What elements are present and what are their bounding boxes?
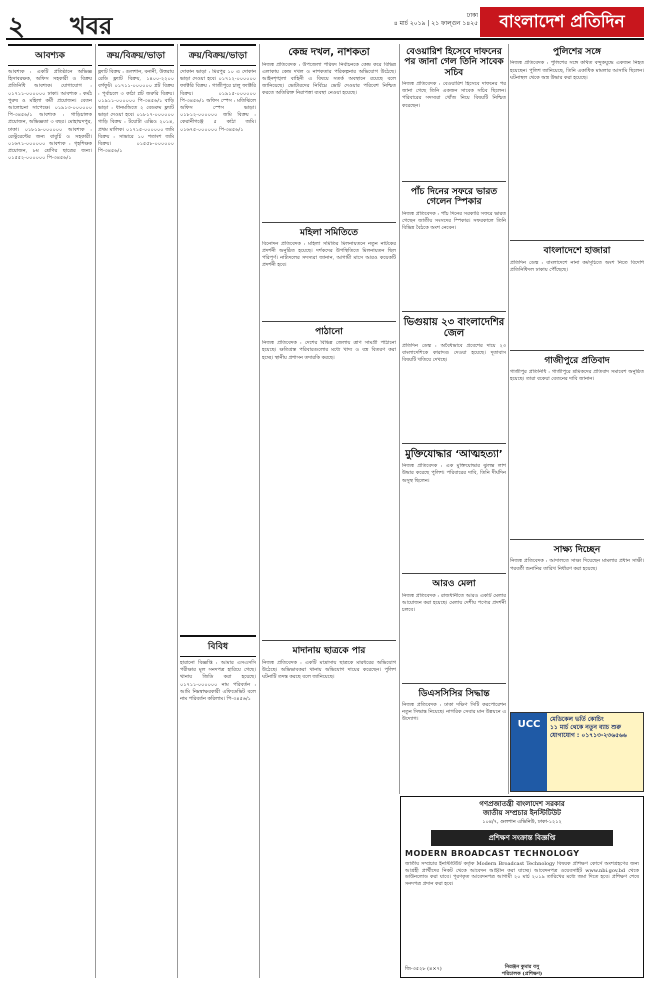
column-divider: [177, 44, 178, 978]
story-body: নিজস্ব প্রতিবেদক : বেওয়ারিশ হিসেবে দাফনের পর জানা গেছে তিনি একজন সাবেক সচিব ছিলেন। পরিবারের সদস্যরা খোঁজ নিয়ে বিষয়টি নিশ্চিত করেছেন।: [402, 81, 506, 109]
classified-column-sale: [98, 44, 174, 978]
story-headline: ডিএসসিসির সিদ্ধান্ত: [418, 688, 490, 699]
story-body: নিজস্ব প্রতিবেদক : উপজেলা পরিষদ নির্বাচনকে কেন্দ্র করে বিভিন্ন এলাকায় কেন্দ্র দখল ও নাশকতার পরিকল্পনার অভিযোগ উঠেছে। আইনশৃঙ্খলা বাহিনী এ বিষয়ে সতর্ক অবস্থানে রয়েছে বলে জানিয়েছে। ভোটারদের নির্বিঘ্নে ভোট দেওয়ার পরিবেশ নিশ্চিত করতে অতিরিক্ত নিরাপত্তা ব্যবস্থা নেওয়া হয়েছে।: [262, 61, 396, 97]
ucc-logo: UCC: [511, 713, 547, 791]
story-headline: বাংলাদেশে হাজারা: [543, 246, 611, 257]
column-heading: ক্রয়/বিক্রয়/ভাড়া: [180, 44, 256, 66]
notice-signatory: নিরঞ্জন কুমার বসু: [504, 964, 540, 970]
coaching-advertisement: [510, 712, 644, 792]
classified-column-rent: [180, 44, 256, 978]
classified-column-wanted: [8, 44, 92, 978]
date-label: ঢাকা: [466, 12, 478, 19]
column-divider: [95, 44, 96, 978]
ad-line: যোগাযোগ : ০১৭১৩-২৩৬৫৬৬: [550, 732, 627, 739]
page-number: ২: [8, 12, 27, 42]
story-body: নিজস্ব প্রতিবেদক : আদালতে সাক্ষ্য দিয়েছেন মামলার প্রধান সাক্ষী। পরবর্তী শুনানির তারিখ নির্ধারণ করা হয়েছে।: [510, 558, 644, 572]
story-headline: পাঁচ দিনের সফরে ভারত গেলেন স্পিকার: [410, 187, 498, 208]
story-body: নিজস্ব প্রতিবেদক : দেশের বিভিন্ন জেলায় ত্রাণ সামগ্রী পাঠানো হয়েছে। ক্ষতিগ্রস্ত পরিবারগুলোর মধ্যে খাদ্য ও বস্ত্র বিতরণ করা হচ্ছে। স্থানীয় প্রশাসন তদারকি করছে।: [262, 340, 396, 361]
notice-address: ১০৪/৭, গুলশান এভিনিউ, ঢাকা-১২১২: [482, 819, 562, 825]
story-body: বিনোদন প্রতিবেদক : মহিলা সমিতির মিলনায়তনে নতুন নাটকের প্রদর্শনী অনুষ্ঠিত হয়েছে। দর্শকদের উপস্থিতিতে মিলনায়তন ছিল পরিপূর্ণ। নাট্যদলের সদস্যরা জানান, আগামী মাসে আরও কয়েকটি প্রদর্শনী হবে।: [262, 240, 396, 269]
story-headline: গাজীপুরে প্রতিবাদ: [544, 355, 610, 366]
story-body: নিজস্ব প্রতিবেদক : রাজধানীতে আরও একটি মেলার আয়োজন করা হয়েছে। মেলায় দেশীয় পণ্যের প্রদর্শনী চলবে।: [402, 592, 506, 613]
classified-text: হারানো বিজ্ঞপ্তি : আমার এসএসসি পরীক্ষার মূল সনদপত্র হারিয়ে গেছে। থানায় জিডি করা হয়েছে। ০১৭১১-০০০০০০ নাম পরিবর্তন : আমি নিম্নস্বাক্ষরকারী এফিডেভিট বলে নাম পরিবর্তন করিলাম। পি-৩৪৫৬/১: [180, 660, 256, 703]
story-headline: মুক্তিযোদ্ধার ‘আত্মহত্যা’: [405, 448, 503, 460]
newspaper-logo: বাংলাদেশ প্রতিদিন: [480, 7, 644, 37]
notice-code: জি-৩৫২৮ (৪×৭): [405, 966, 442, 972]
date-line: [328, 12, 478, 28]
classified-text: দোকান ভাড়া : মিরপুর ১০ এ দোকান ভাড়া দেওয়া হবে। ০১৭১২-০০০০০০ ফ্যাক্টরি বিক্রয় : গাজীপুরে চালু ফ্যাক্টরি বিক্রয়। ০১৯১৫-০০০০০০ পি-৩৪৫৬/১ অফিস স্পেস : মতিঝিলে অফিস স্পেস ভাড়া। ০১৮১২-০০০০০০ জমি বিক্রয় : কেরানীগঞ্জে ৫ কাঠা জমি। ০১৬৭৫-০০০০০০ পি-৩৪৫৬/১: [180, 69, 256, 133]
classified-text: ফ্ল্যাট বিক্রয় : গুলশান, বনানী, উত্তরায় রেডি ফ্ল্যাট বিক্রয়, ১৪০০-২২০০ বর্গফুট। ০১৭১১-০০০০০০ প্লট বিক্রয় : পূর্বাচলে ৩ কাঠা প্লট জরুরি বিক্রয়। ০১৯১১-০০০০০০ পি-৩৪৫৬/১ বাড়ি ভাড়া : ধানমন্ডিতে ২ বেডরুম ফ্ল্যাট ভাড়া দেওয়া হবে। ০১৮১৭-০০০০০০ গাড়ি বিক্রয় : টয়োটা এক্সিও ২০১৪, প্রথম মালিক। ০১৭১৫-০০০০০০ জমি বিক্রয় : সাভারে ১০ শতাংশ জমি বিক্রয়। ০১৫৫৮-০০০০০০ পি-৩৪৫৬/১: [98, 69, 174, 155]
story-body: গাজীপুর প্রতিনিধি : গাজীপুরে শ্রমিকদের প্রতিবাদ সমাবেশ অনুষ্ঠিত হয়েছে। তারা বকেয়া বেতনের দাবি জানান।: [510, 369, 644, 383]
news-column-right: [510, 44, 644, 708]
column-heading: আবশ্যক: [8, 44, 92, 66]
notice-designation: পরিচালক (প্রশিক্ষণ): [501, 971, 543, 977]
ad-line: মেডিকেল ভর্তি কোচিং: [550, 716, 604, 723]
column-divider: [259, 44, 260, 978]
classified-text: আবশ্যক : একটি প্রতিষ্ঠানে অভিজ্ঞ হিসাবরক্ষক, অফিস সহকারী ও বিক্রয় প্রতিনিধি আবশ্যক। যোগাযোগ : ০১৭১১-০০০০০০ ঢাকা। আবশ্যক : কর্মঠ পুরুষ ও মহিলা কর্মী প্রয়োজন। বেতন আলোচনা সাপেক্ষে। ০১৯১৩-০০০০০০ পি-৩৪৫৬/১ আবশ্যক : গাড়িচালক প্রয়োজন, অভিজ্ঞতা ৩ বছর। মোহাম্মদপুর, ঢাকা। ০১৮১৯-০০০০০০ আবশ্যক : রেস্টুরেন্টের জন্য বাবুর্চি ও সহকারী। ০১৬৭১-০০০০০০ আবশ্যক : গৃহশিক্ষক প্রয়োজন, ৮ম শ্রেণির ছাত্রের জন্য। ০১৫৫২-০০০০০০ পি-৩৪৫৬/১: [8, 69, 92, 162]
column-subheading: বিবিধ: [180, 635, 256, 657]
notice-title: প্রশিক্ষণ সংক্রান্ত বিজ্ঞপ্তি: [431, 830, 613, 846]
story-body: প্রতিদিন ডেস্ক : বাংলাদেশে নানা কর্মসূচিতে অংশ নিতে বিদেশি প্রতিনিধিদল ঢাকায় পৌঁছেছে।: [510, 259, 644, 273]
story-headline: কেন্দ্র দখল, নাশকতা: [288, 47, 370, 58]
issue-date: ৪ মার্চ ২০১৯ | ২১ ফাল্গুন ১৪২৫: [393, 20, 478, 27]
story-headline: বেওয়ারিশ হিসেবে দাফনের পর জানা গেল তিনি সাবেক সচিব: [404, 47, 504, 78]
government-notice: [400, 796, 644, 978]
column-divider: [399, 44, 400, 794]
story-body: প্রতিদিন ডেস্ক : অবৈধভাবে প্রবেশের দায়ে ২৩ বাংলাদেশিকে কারাদণ্ড দেওয়া হয়েছে। দূতাবাস বিষয়টি খতিয়ে দেখছে।: [402, 342, 506, 364]
story-headline: আরও মেলা: [432, 579, 476, 590]
news-column-middle: [402, 44, 506, 794]
column-heading: ক্রয়/বিক্রয়/ভাড়া: [98, 44, 174, 66]
story-headline: পাঠানো: [315, 326, 343, 337]
story-body: নিজস্ব প্রতিবেদক : পুলিশের সঙ্গে কথিত বন্দুকযুদ্ধে একজন নিহত হয়েছেন। পুলিশ জানিয়েছে, তিনি একাধিক মামলার আসামি ছিলেন। ঘটনাস্থল থেকে অস্ত্র উদ্ধার করা হয়েছে।: [510, 60, 644, 81]
story-headline: পুলিশের সঙ্গে: [553, 47, 601, 57]
story-body: নিজস্ব প্রতিবেদক : পাঁচ দিনের সরকারি সফরে ভারত গেছেন জাতীয় সংসদের স্পিকার। সফরকালে তিনি বিভিন্ন বৈঠকে অংশ নেবেন।: [402, 210, 506, 232]
story-headline: মহিলা সমিতিতে: [300, 227, 358, 238]
ad-line: ১১ মার্চ থেকে নতুন ব্যাচ শুরু: [550, 724, 621, 731]
story-headline: সাক্ষ্য দিচ্ছেন: [553, 545, 601, 556]
masthead: [6, 6, 644, 40]
story-body: নিজস্ব প্রতিবেদক : একটি মাদ্রাসায় ছাত্রকে মারধরের অভিযোগ উঠেছে। অভিভাবকরা থানায় অভিযোগ দায়ের করেছেন। পুলিশ ঘটনাটি তদন্ত করছে বলে জানিয়েছে।: [262, 659, 396, 680]
section-name: খবর: [70, 11, 113, 40]
notice-course: MODERN BROADCAST TECHNOLOGY: [405, 849, 580, 858]
news-column-center: [262, 44, 396, 978]
story-headline: মাদানায় ছাত্রকে পার: [292, 646, 366, 657]
story-headline: ভিগুয়ায় ২৩ বাংলাদেশির জেল: [403, 316, 505, 340]
notice-body: জাতীয় সম্প্রচার ইনস্টিটিউট কর্তৃক Modern Broadcast Technology বিষয়ক প্রশিক্ষণ কোর্সে অংশগ্রহণের জন্য আগ্রহী প্রার্থীদের নিকট থেকে আবেদন আহ্বান করা যাচ্ছে। আবেদনপত্র ওয়েবসাইট www.nbi.gov.bd থেকে ডাউনলোড করা যাবে। পূরণকৃত আবেদনপত্র আগামী ২০ মার্চ ২০১৯ তারিখের মধ্যে জমা দিতে হবে। প্রশিক্ষণ শেষে সনদপত্র প্রদান করা হবে।: [405, 861, 639, 887]
notice-institute: জাতীয় সম্প্রচার ইনস্টিটিউট: [482, 809, 561, 817]
notice-government: গণপ্রজাতন্ত্রী বাংলাদেশ সরকার: [479, 800, 565, 808]
story-body: নিজস্ব প্রতিবেদক : এক মুক্তিযোদ্ধার ঝুলন্ত লাশ উদ্ধার করেছে পুলিশ। পরিবারের দাবি, তিনি দীর্ঘদিন অসুস্থ ছিলেন।: [402, 463, 506, 484]
column-divider: [508, 44, 509, 794]
story-body: নিজস্ব প্রতিবেদক : ঢাকা দক্ষিণ সিটি করপোরেশন নতুন সিদ্ধান্ত নিয়েছে। নাগরিক সেবার মান উন্নয়নে এ উদ্যোগ।: [402, 701, 506, 723]
